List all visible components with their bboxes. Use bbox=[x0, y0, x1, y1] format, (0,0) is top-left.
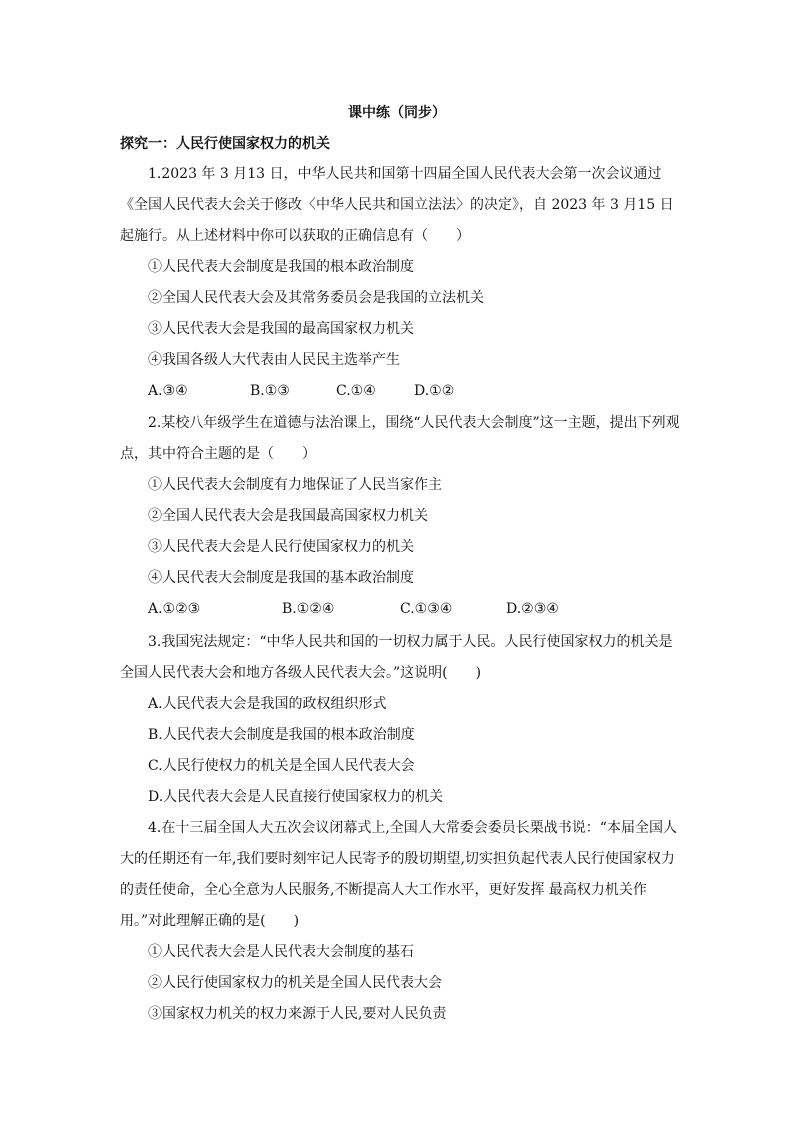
statement-item: ②全国人民代表大会及其常务委员会是我国的立法机关 bbox=[148, 290, 484, 306]
question-stem: 1.2023 年 3 月13 日，中华人民共和国第十四届全国人民代表大会第一次会议通过《全国人民代表大会关于修改〈中华人民共和国立法法〉的决定》，自 2023 年 3 月15 日起施行。从上述材料中你可以获取的正确信息有（ ） bbox=[120, 166, 674, 244]
answer-option-c: C.人民行使权力的机关是全国人民代表大会 bbox=[148, 758, 415, 774]
option-b: B.①③ bbox=[250, 383, 290, 399]
statement-item: ②人民行使国家权力的机关是全国人民代表大会 bbox=[148, 975, 442, 991]
question-stem: 2.某校八年级学生在道德与法治课上，围绕“人民代表大会制度”这一主题，提出下列观点，其中符合主题的是（ ） bbox=[120, 415, 680, 462]
statement-item: ④人民代表大会制度是我国的基本政治制度 bbox=[148, 570, 414, 586]
answer-options bbox=[120, 376, 680, 407]
statement-item: ②全国人民代表大会是我国最高国家权力机关 bbox=[148, 508, 428, 524]
answer-options bbox=[120, 594, 680, 625]
question-2 bbox=[120, 408, 680, 625]
option-d: D.①② bbox=[414, 383, 455, 399]
question-4 bbox=[120, 813, 680, 1030]
statement-item: ①人民代表大会制度有力地保证了人民当家作主 bbox=[148, 477, 442, 493]
question-stem: 3.我国宪法规定：“中华人民共和国的一切权力属于人民。人民行使国家权力的机关是全国人民代表大会和地方各级人民代表大会。”这说明( ) bbox=[120, 634, 673, 681]
option-a: A.③④ bbox=[148, 383, 188, 399]
option-c: C.①④ bbox=[336, 383, 376, 399]
statement-item: ③国家权力机关的权力来源于人民,要对人民负责 bbox=[148, 1006, 447, 1022]
option-c: C.①③④ bbox=[400, 601, 453, 617]
page-title: 课中练（同步） bbox=[348, 105, 446, 121]
statement-item: ①人民代表大会制度是我国的根本政治制度 bbox=[148, 259, 414, 275]
statement-item: ①人民代表大会是人民代表大会制度的基石 bbox=[148, 944, 414, 960]
question-stem: 4.在十三届全国人大五次会议闭幕式上,全国人大常委会委员长栗战书说：“本届全国人大的任期还有一年,我们要时刻牢记人民寄予的殷切期望,切实担负起代表人民行使国家权力的责任使命，全心全意为人民服务,不断提高人大工作水平，更好发挥 最高权力机关作用。”对此理解正确的是( ) bbox=[120, 820, 677, 929]
option-b: B.①②④ bbox=[282, 601, 335, 617]
option-a: A.①②③ bbox=[148, 601, 201, 617]
statement-item: ③人民代表大会是我国的最高国家权力机关 bbox=[148, 321, 414, 337]
question-3 bbox=[120, 627, 680, 813]
statement-item: ③人民代表大会是人民行使国家权力的机关 bbox=[148, 539, 414, 555]
answer-option-d: D.人民代表大会是人民直接行使国家权力的机关 bbox=[148, 789, 444, 805]
question-1 bbox=[120, 159, 680, 407]
option-d: D.②③④ bbox=[506, 601, 559, 617]
statement-item: ④我国各级人大代表由人民民主选举产生 bbox=[148, 352, 400, 368]
answer-option-a: A.人民代表大会是我国的政权组织形式 bbox=[148, 696, 387, 712]
section-heading: 探究一：人民行使国家权力的机关 bbox=[120, 136, 330, 152]
answer-option-b: B.人民代表大会制度是我国的根本政治制度 bbox=[148, 727, 415, 743]
